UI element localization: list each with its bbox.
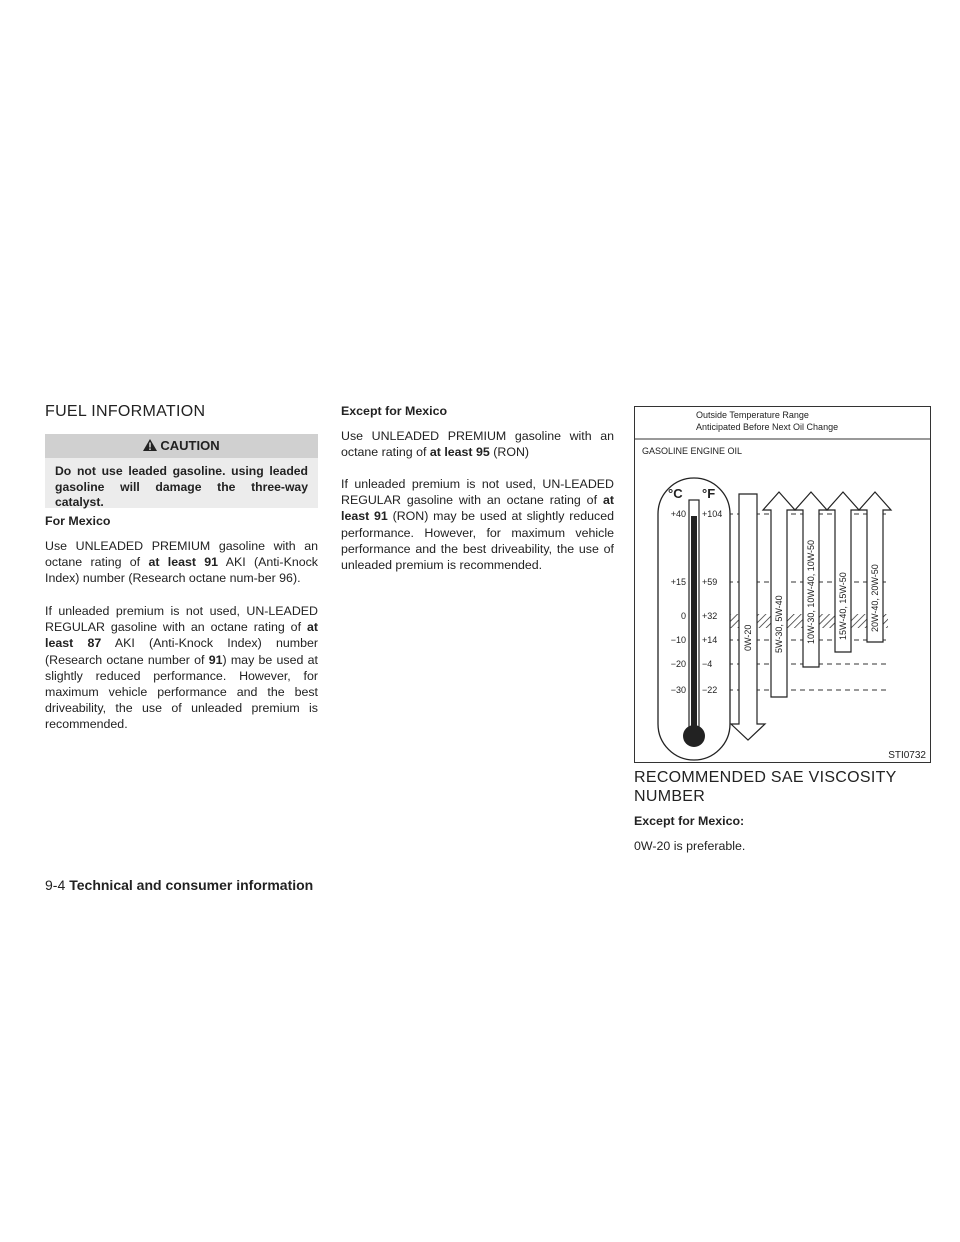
text: AKI (Anti-Knock Index) number (Research octane num-ber 96).	[45, 555, 319, 586]
thermometer-icon	[658, 478, 730, 760]
section-heading-sae-viscosity	[634, 768, 897, 806]
bold-text: at least 87	[45, 620, 318, 651]
header-line2: Anticipated Before Next Oil Change	[696, 422, 839, 432]
section-heading-fuel-information: FUEL INFORMATION	[45, 403, 206, 420]
fahrenheit-label: +59	[702, 577, 718, 587]
paragraph-except-mexico-regular	[341, 476, 614, 573]
paragraph-preferable-grade: 0W-20 is preferable.	[634, 839, 746, 853]
warning-icon	[143, 439, 157, 451]
caution-body	[45, 458, 318, 508]
celsius-label: +15	[670, 577, 686, 587]
celsius-label: −20	[670, 659, 686, 669]
text: (RON) may be used at slightly reduced performance. However, for maximum vehicle performance and the best driveability, the use of unleaded premium is recommended.	[341, 509, 614, 573]
section-title: Technical and consumer information	[69, 877, 314, 893]
oil-viscosity-figure	[634, 406, 931, 763]
unit-celsius: °C	[668, 486, 683, 501]
fahrenheit-label: +14	[702, 635, 718, 645]
unit-fahrenheit: °F	[702, 486, 716, 501]
fahrenheit-label: −22	[702, 685, 718, 695]
subheading-for-mexico: For Mexico	[45, 514, 111, 528]
fahrenheit-label: +32	[702, 611, 718, 621]
header-line1: Outside Temperature Range	[696, 410, 809, 420]
oil-viscosity-diagram	[634, 406, 931, 763]
text: ) may be used at slightly reduced performance. However, for maximum vehicle performance and the best driveability, the use of unleaded premium is recommended.	[45, 652, 318, 732]
page-footer	[45, 877, 313, 895]
grade-label: 20W-40, 20W-50	[870, 564, 880, 632]
figure-code: STI0732	[888, 750, 926, 761]
figure-title: GASOLINE ENGINE OIL	[642, 446, 743, 456]
caution-text: Do not use leaded gasoline. using leaded gasoline will damage the three-way catalyst.	[55, 464, 308, 510]
subheading-except-for-mexico-colon: Except for Mexico:	[634, 814, 745, 828]
text: AKI (Anti-Knock Index) number (Research octane number of	[45, 636, 318, 667]
caution-header	[45, 434, 318, 458]
caution-box	[45, 434, 318, 508]
bold-text: at least 95	[429, 445, 490, 460]
text: Use UNLEADED PREMIUM gasoline with an octane rating of	[341, 429, 614, 460]
heading-line: NUMBER	[634, 788, 706, 805]
caution-title: CAUTION	[160, 438, 220, 453]
paragraph-mexico-premium	[45, 538, 318, 587]
bold-text: at least 91	[148, 555, 219, 570]
grade-label: 15W-40, 15W-50	[838, 572, 848, 640]
grade-label: 0W-20	[743, 624, 753, 651]
fahrenheit-label: −4	[702, 659, 713, 669]
bold-text: at least 91	[341, 493, 614, 524]
grade-label: 5W-30, 5W-40	[774, 595, 784, 653]
paragraph-mexico-regular	[45, 603, 318, 733]
heading-line: RECOMMENDED SAE VISCOSITY	[634, 769, 897, 786]
text: If unleaded premium is not used, UN-LEADED REGULAR gasoline with an octane rating of	[341, 477, 614, 508]
text: Use UNLEADED PREMIUM gasoline with an octane rating of	[45, 539, 318, 570]
caution-title-row	[45, 438, 318, 453]
text: (RON)	[489, 445, 530, 460]
paragraph-except-mexico-premium	[341, 428, 614, 460]
celsius-label: −30	[670, 685, 686, 695]
celsius-label: 0	[680, 611, 686, 621]
subheading-except-for-mexico: Except for Mexico	[341, 404, 448, 418]
grade-label: 10W-30, 10W-40, 10W-50	[806, 539, 816, 644]
bold-text: 91	[208, 652, 223, 667]
fahrenheit-label: +104	[702, 509, 723, 519]
celsius-label: +40	[670, 509, 686, 519]
celsius-label: −10	[670, 635, 686, 645]
text: If unleaded premium is not used, UN-LEADED REGULAR gasoline with an octane rating of	[45, 604, 318, 635]
page-number: 9-4	[45, 877, 66, 893]
